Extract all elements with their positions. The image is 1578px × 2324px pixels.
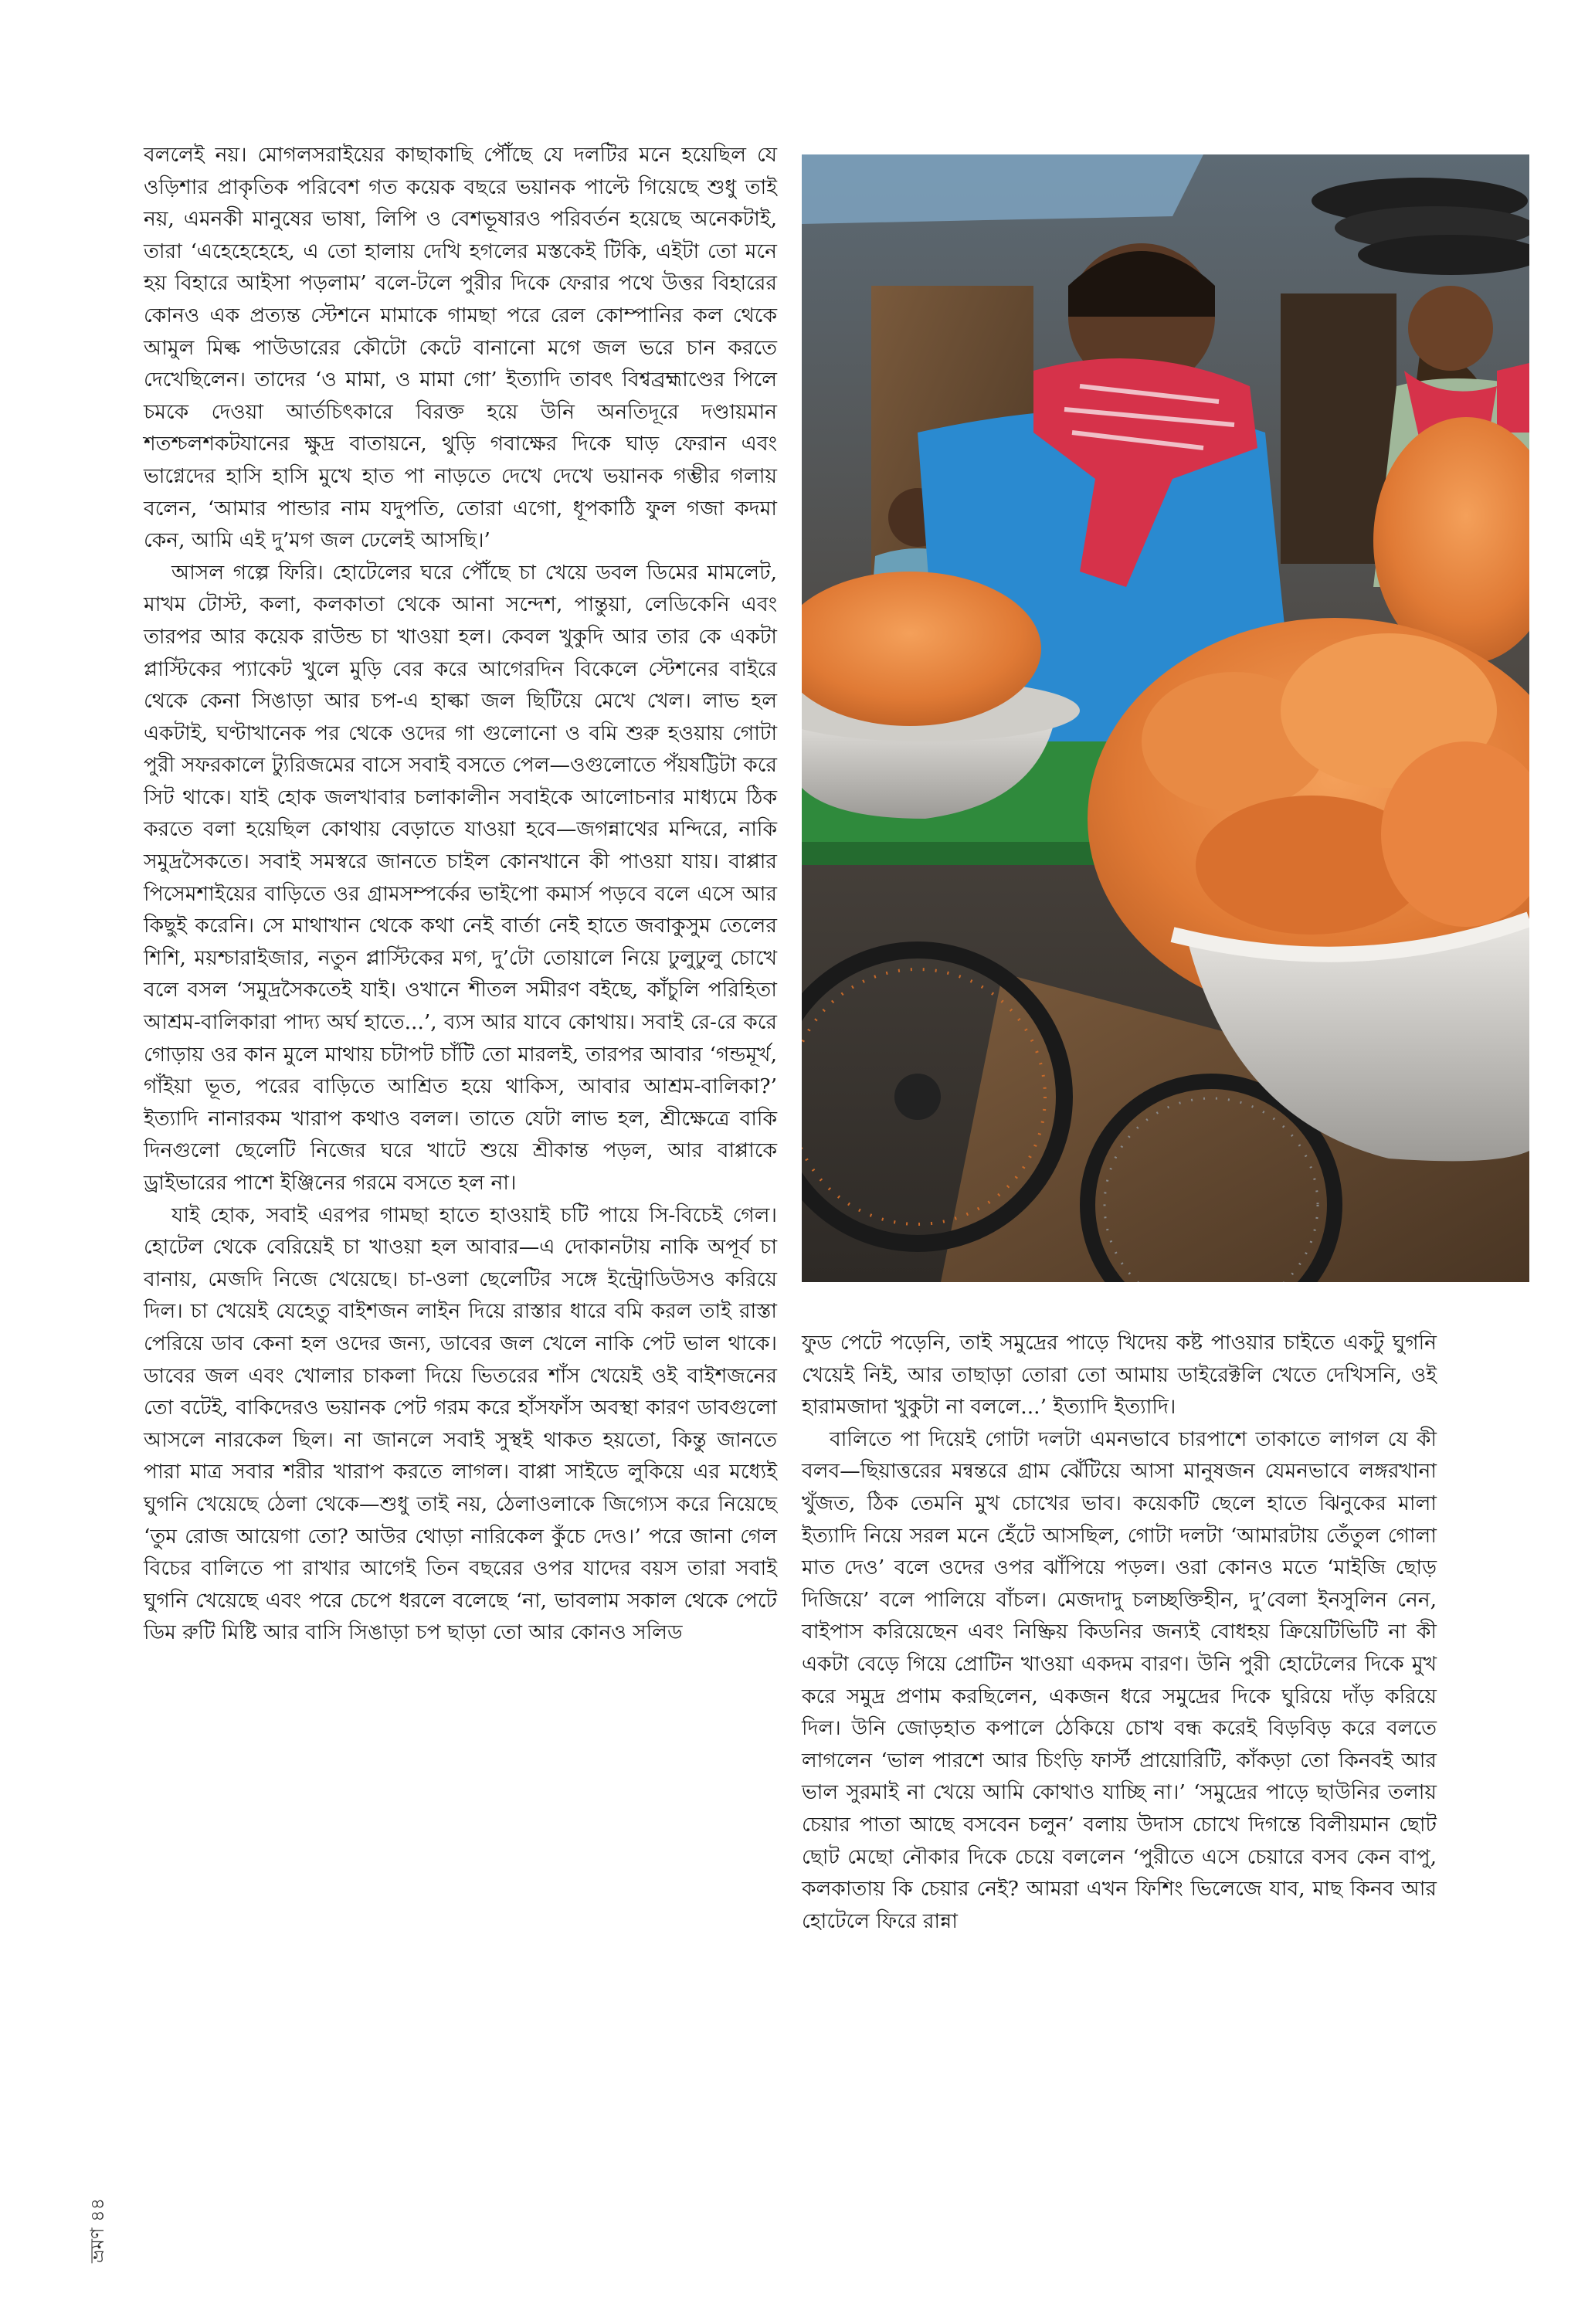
street-food-vendor-photo	[802, 154, 1529, 1282]
paragraph-left-2: আসল গল্পে ফিরি। হোটেলের ঘরে পৌঁছে চা খেয়ে ডবল ডিমের মামলেট, মাখম টোস্ট, কলা, কলকাতা থেকে আনা সন্দেশ, পান্তুয়া, লেডিকেনি এবং তারপর আর কয়েক রাউন্ড চা খাওয়া হল। কেবল খুকুদি আর তার কে একটা প্লাস্টিকের প্যাকেট খুলে মুড়ি বের করে আগেরদিন বিকেলে স্টেশনের বাইরে থেকে কেনা সিঙাড়া আর চপ-এ হাল্কা জল ছিটিয়ে মেখে খেল। লাভ হল একটাই, ঘণ্টাখানেক পর থেকে ওদের গা গুলোনো ও বমি শুরু হওয়ায় গোটা পুরী সফরকালে ট্যুরিজমের বাসে সবাই বসতে পেল—ওগুলোতে পঁয়ষট্টিটা করে সিট থাকে। যাই হোক জলখাবার চলাকালীন সবাইকে আলোচনার মাধ্যমে ঠিক করতে বলা হয়েছিল কোথায় বেড়াতে যাওয়া হবে—জগন্নাথের মন্দিরে, নাকি সমুদ্রসৈকতে। সবাই সমস্বরে জানতে চাইল কোনখানে কী পাওয়া যায়। বাপ্পার পিসেমশাইয়ের বাড়িতে ওর গ্রামসম্পর্কের ভাইপো কমার্স পড়বে বলে এসে আর কিছুই করেনি। সে মাথাখান থেকে কথা নেই বার্তা নেই হাতে জবাকুসুম তেলের শিশি, ময়শ্চারাইজার, নতুন প্লাস্টিকের মগ, দু’টো তোয়ালে নিয়ে ঢুলুঢুলু চোখে বলে বসল ‘সমুদ্রসৈকতেই যাই। ওখানে শীতল সমীরণ বইছে, কাঁচুলি পরিহিতা আশ্রম-বালিকারা পাদ্য অর্ঘ হাতে...’, ব্যস আর যাবে কোথায়। সবাই রে-রে করে গোড়ায় ওর কান মুলে মাথায় চটাপট চাঁটি তো মারলই, তারপর আবার ‘গন্ডমূর্খ, গাঁইয়া ভূত, পরের বাড়িতে আশ্রিত হয়ে থাকিস, আবার আশ্রম-বালিকা?’ ইত্যাদি নানারকম খারাপ কথাও বলল। তাতে যেটা লাভ হল, শ্রীক্ষেত্রে বাকি দিনগুলো ছেলেটি নিজের ঘরে খাটে শুয়ে শ্রীকান্ত পড়ল, আর বাপ্পাকে ড্রাইভারের পাশে ইঞ্জিনের গরমে বসতে হল না।	[144, 560, 777, 1195]
left-text-column	[144, 139, 777, 1649]
page-folio-text: ভ্রমণ ৪৪	[87, 2197, 108, 2263]
paragraph-right-1: ফুড পেটে পড়েনি, তাই সমুদ্রের পাড়ে খিদেয় কষ্ট পাওয়ার চাইতে একটু ঘুগনি খেয়েই নিই, আর তাছাড়া তোরা তো আমায় ডাইরেক্টলি খেতে দেখিসনি, ওই হারামজাদা খুকুটা না বললে...’ ইত্যাদি ইত্যাদি।	[802, 1331, 1437, 1420]
paragraph-right-2: বালিতে পা দিয়েই গোটা দলটা এমনভাবে চারপাশে তাকাতে লাগল যে কী বলব—ছিয়াত্তরের মন্বন্তরে গ্রাম ঝেঁটিয়ে আসা মানুষজন যেমনভাবে লঙ্গরখানা খুঁজত, ঠিক তেমনি মুখ চোখের ভাব। কয়েকটি ছেলে হাতে ঝিনুকের মালা ইত্যাদি নিয়ে সরল মনে হেঁটে আসছিল, গোটা দলটা ‘আমারটায় তেঁতুল গোলা মাত দেও’ বলে ওদের ওপর ঝাঁপিয়ে পড়ল। ওরা কোনও মতে ‘মাইজি ছোড় দিজিয়ে’ বলে পালিয়ে বাঁচল। মেজদাদু চলচ্ছক্তিহীন, দু’বেলা ইনসুলিন নেন, বাইপাস করিয়েছেন এবং নিষ্ক্রিয় কিডনির জন্যই বোধহয় ক্রিয়েটিভিটি না কী একটা বেড়ে গিয়ে প্রোটিন খাওয়া একদম বারণ। উনি পুরী হোটেলের দিকে মুখ করে সমুদ্র প্রণাম করছিলেন, একজন ধরে সমুদ্রের দিকে ঘুরিয়ে দাঁড় করিয়ে দিল। উনি জোড়হাত কপালে ঠেকিয়ে চোখ বন্ধ করেই বিড়বিড় করে বলতে লাগলেন ‘ভাল পারশে আর চিংড়ি ফার্স্ট প্রায়োরিটি, কাঁকড়া তো কিনবই আর ভাল সুরমাই না খেয়ে আমি কোথাও যাচ্ছি না।’ ‘সমুদ্রের পাড়ে ছাউনির তলায় চেয়ার পাতা আছে বসবেন চলুন’ বলায় উদাস চোখে দিগন্তে বিলীয়মান ছোট ছোট মেছো নৌকার দিকে চেয়ে বললেন ‘পুরীতে এসে চেয়ারে বসব কেন বাপু, কলকাতায় কি চেয়ার নেই? আমরা এখন ফিশিং ভিলেজে যাব, মাছ কিনব আর হোটেলে ফিরে রান্না	[802, 1427, 1437, 1933]
page-folio	[79, 2116, 110, 2263]
paragraph-left-1: বললেই নয়। মোগলসরাইয়ের কাছাকাছি পৌঁছে যে দলটির মনে হয়েছিল যে ওড়িশার প্রাকৃতিক পরিবেশ গত কয়েক বছরে ভয়ানক পাল্টে গিয়েছে শুধু তাই নয়, এমনকী মানুষের ভাষা, লিপি ও বেশভূষারও পরিবর্তন হয়েছে অনেকটাই, তারা ‘এহেহেহেহে, এ তো হালায় দেখি হগলের মস্তকেই টিকি, এইটা তো মনে হয় বিহারে আইসা পড়লাম’ বলে-টলে পুরীর দিকে ফেরার পথে উত্তর বিহারের কোনও এক প্রত্যন্ত স্টেশনে মামাকে গামছা পরে রেল কোম্পানির কল থেকে আমুল মিল্ক পাউডারের কৌটো কেটে বানানো মগে জল ভরে চান করতে দেখেছিলেন। তাদের ‘ও মামা, ও মামা গো’ ইত্যাদি তাবৎ বিশ্বব্রহ্মাণ্ডের পিলে চমকে দেওয়া আর্তচিৎকারে বিরক্ত হয়ে উনি অনতিদূরে দণ্ডায়মান শতশ্চলশকটযানের ক্ষুদ্র বাতায়নে, থুড়ি গবাক্ষের দিকে ঘাড় ফেরান এবং ভাগ্নেদের হাসি হাসি মুখে হাত পা নাড়তে দেখে দেখে ভয়ানক গম্ভীর গলায় বলেন, ‘আমার পান্ডার নাম যদুপতি, তোরা এগো, ধূপকাঠি ফুল গজা কদমা কেন, আমি এই দু’মগ জল ঢেলেই আসছি।’	[144, 143, 777, 553]
paragraph-left-3: যাই হোক, সবাই এরপর গামছা হাতে হাওয়াই চটি পায়ে সি-বিচেই গেল। হোটেল থেকে বেরিয়েই চা খাওয়া হল আবার—এ দোকানটায় নাকি অপূর্ব চা বানায়, মেজদি নিজে খেয়েছে। চা-ওলা ছেলেটির সঙ্গে ইন্ট্রোডিউসও করিয়ে দিল। চা খেয়েই যেহেতু বাইশজন লাইন দিয়ে রাস্তার ধারে বমি করল তাই রাস্তা পেরিয়ে ডাব কেনা হল ওদের জন্য, ডাবের জল খেলে নাকি পেট ভাল থাকে। ডাবের জল এবং খোলার চাকলা দিয়ে ভিতরের শাঁস খেয়েই ওই বাইশজনের তো বটেই, বাকিদেরও ভয়ানক পেট গরম করে হাঁসফাঁস অবস্থা কারণ ডাবগুলো আসলে নারকেল ছিল। না জানলে সবাই সুস্থই থাকত হয়তো, কিন্তু জানতে পারা মাত্র সবার শরীর খারাপ করতে লাগল। বাপ্পা সাইডে লুকিয়ে এর মধ্যেই ঘুগনি খেয়েছে ঠেলা থেকে—শুধু তাই নয়, ঠেলাওলাকে জিগ্যেস করে নিয়েছে ‘তুম রোজ আয়েগা তো? আউর থোড়া নারিকেল কুঁচে দেও।’ পরে জানা গেল বিচের বালিতে পা রাখার আগেই তিন বছরের ওপর যাদের বয়স তারা সবাই ঘুগনি খেয়েছে এবং পরে চেপে ধরলে বলেছে ‘না, ভাবলাম সকাল থেকে পেটে ডিম রুটি মিষ্টি আর বাসি সিঙাড়া চপ ছাড়া তো আর কোনও সলিড	[144, 1203, 777, 1645]
tarp	[802, 154, 1203, 224]
photo-illustration	[802, 154, 1529, 1282]
right-text-column	[802, 1327, 1437, 1937]
